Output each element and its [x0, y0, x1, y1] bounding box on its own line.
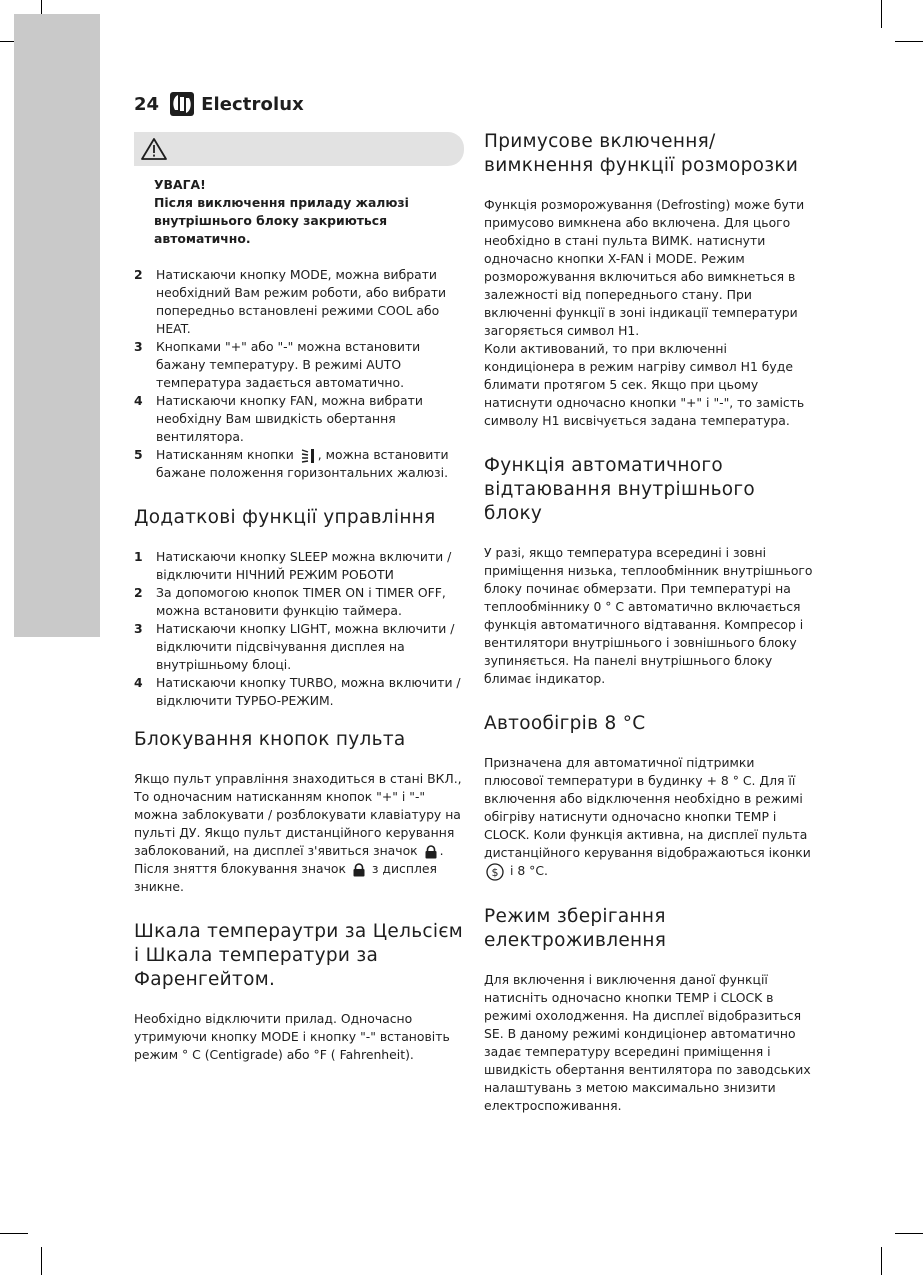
section-title-energy-save: Режим зберігання електроживлення: [484, 905, 667, 951]
section-title-scale: Шкала темпераутри за Цельсієм і Шкала температури за Фаренгейтом.: [134, 921, 464, 990]
step-text-part: Натисканням кнопки: [156, 447, 294, 462]
lock-icon: [352, 863, 366, 877]
left-column: [134, 132, 464, 1064]
warning-band: [134, 132, 464, 166]
list-item: [134, 392, 464, 446]
crop-mark: [0, 1233, 28, 1234]
list-item: [134, 266, 464, 338]
item-number: 3: [134, 621, 143, 636]
scale-text: Необхідно відключити прилад. Одночасно утримуючи кнопку MODE і кнопку "-" встановіть режим ° С (Centigrade) або °F ( Fahrenheit).: [134, 1011, 450, 1062]
section-title-additional: Додаткові функції управління: [134, 507, 436, 528]
step-text: Кнопками "+" або "-" можна встановити бажану температуру. В режимі AUTO температура задається автоматично.: [156, 339, 421, 390]
warning-triangle-icon: [140, 137, 168, 161]
list-item: [134, 548, 464, 584]
list-item: [134, 338, 464, 392]
step-number: 5: [134, 447, 143, 462]
defrost-force-text: Функція розморожування (Defrosting) може бути примусово вимкнена або включена. Для цього необхідно в стані пульта ВИМК. натиснути одночасно кнопки X-FAN і MODE. Режим розморожування включиться або вимкнеться в залежності від попереднього стану. При включенні функції в зоні індикації температури загоряється символ H1.: [484, 197, 805, 338]
auto-heat-text-part: Призначена для автоматичної підтримки плюсової температури в будинку + 8 ° С. Для її включення або відключення необхідно в режимі обігріву натиснути одночасно кнопки TEMP і CLOCK. Коли функція активна, на дисплеї пульта дистанційного керування відображаються іконки: [484, 755, 811, 860]
additional-list: [134, 548, 464, 710]
list-item: [134, 620, 464, 674]
item-text: Натискаючи кнопку TURBO, можна включити / відключити ТУРБО-РЕЖИМ.: [156, 675, 461, 708]
lock-text-part: Якщо пульт управління знаходиться в стані ВКЛ., То одночасним натисканням кнопок "+" і "-" можна заблокувати / розблокувати клавіатуру на пульті ДУ. Якщо пульт дистанційного керування заблокований, на дисплеї з'явиться значок: [134, 771, 462, 858]
svg-text:$: $: [491, 865, 499, 879]
step-text: [156, 446, 464, 482]
auto-heat-text-part: і 8 °С.: [509, 863, 548, 878]
section-title-auto-heat: Автообігрів 8 °С: [484, 713, 646, 734]
list-item: [134, 584, 464, 620]
dollar-circle-icon: [486, 863, 504, 881]
item-number: 1: [134, 549, 143, 564]
brand-name: Electrolux: [201, 93, 304, 115]
step-text: Натискаючи кнопку MODE, можна вибрати необхідний Вам режим роботи, або вибрати попередньо встановлені режими COOL або HEAT.: [156, 267, 447, 336]
crop-mark: [881, 1247, 882, 1275]
warning-text: [154, 176, 464, 248]
warning-body: Після виключення приладу жалюзі внутрішнього блоку закриються автоматично.: [154, 195, 409, 246]
warning-title: УВАГА!: [154, 177, 206, 192]
step-number: 2: [134, 267, 143, 282]
page-number: 24: [134, 93, 160, 115]
section-title-lock: Блокування кнопок пульта: [134, 729, 406, 750]
item-number: 2: [134, 585, 143, 600]
steps-list: [134, 266, 464, 482]
auto-heat-text: [484, 754, 816, 881]
lock-text-part: . Після зняття блокування значок: [134, 843, 444, 876]
lock-text: [134, 770, 464, 896]
step-text-part: , можна встановити бажане положення горизонтальних жалюзі.: [156, 447, 449, 480]
section-title-defrost-force: Примусове включення/ вимкнення функції розморозки: [484, 131, 799, 176]
lock-text-part: з дисплея зникне.: [134, 861, 437, 894]
swing-icon: [300, 448, 316, 464]
crop-mark: [895, 1233, 923, 1234]
item-text: За допомогою кнопок TIMER ON і TIMER OFF, можна встановити функцію таймера.: [156, 585, 446, 618]
step-text: Натискаючи кнопку FAN, можна вибрати необхідну Вам швидкість обертання вентилятора.: [156, 393, 423, 444]
side-tab-bar: [14, 14, 100, 637]
crop-mark: [41, 1247, 42, 1275]
section-title-auto-defrost: Функція автоматичного відтаювання внутрішнього блоку: [484, 455, 756, 524]
crop-mark: [895, 41, 923, 42]
right-column: [484, 130, 816, 1115]
item-text: Натискаючи кнопку SLEEP можна включити / відключити НІЧНИЙ РЕЖИМ РОБОТИ: [156, 549, 452, 582]
item-text: Натискаючи кнопку LIGHT, можна включити / відключити підсвічування дисплея на внутрішньому блоці.: [156, 621, 455, 672]
list-item: [134, 674, 464, 710]
step-number: 3: [134, 339, 143, 354]
electrolux-logo-icon: [169, 91, 195, 117]
lock-icon: [424, 845, 438, 859]
step-number: 4: [134, 393, 143, 408]
auto-defrost-text: У разі, якщо температура всередині і зовні приміщення низька, теплообмінник внутрішнього блоку починає обмерзати. При температурі на теплообміннику 0 ° С автоматично включається функція автоматичного відтавання. Компресор і вентилятори внутрішнього і зовнішнього блоку зупиняється. На панелі внутрішнього блоку блимає індикатор.: [484, 545, 813, 686]
page-header: [134, 89, 304, 119]
crop-mark: [881, 0, 882, 28]
energy-save-text: Для включення і виключення даної функції натисніть одночасно кнопки TEMP і CLOCK в режимі охолодження. На дисплеї відобразиться SE. В даному режимі кондиціонер автоматично задає температуру всередині приміщення і швидкість обертання вентилятора по заводських налаштувань з метою максимально знизити електроспоживання.: [484, 971, 811, 1113]
defrost-force-text-2: Коли активований, то при включенні кондиціонера в режим нагріву символ H1 буде блимати протягом 5 сек. Якщо при цьому натиснути одночасно кнопки "+" і "-", то замість символу H1 висвічується задана температура.: [484, 341, 805, 428]
item-number: 4: [134, 675, 143, 690]
list-item: [134, 446, 464, 482]
